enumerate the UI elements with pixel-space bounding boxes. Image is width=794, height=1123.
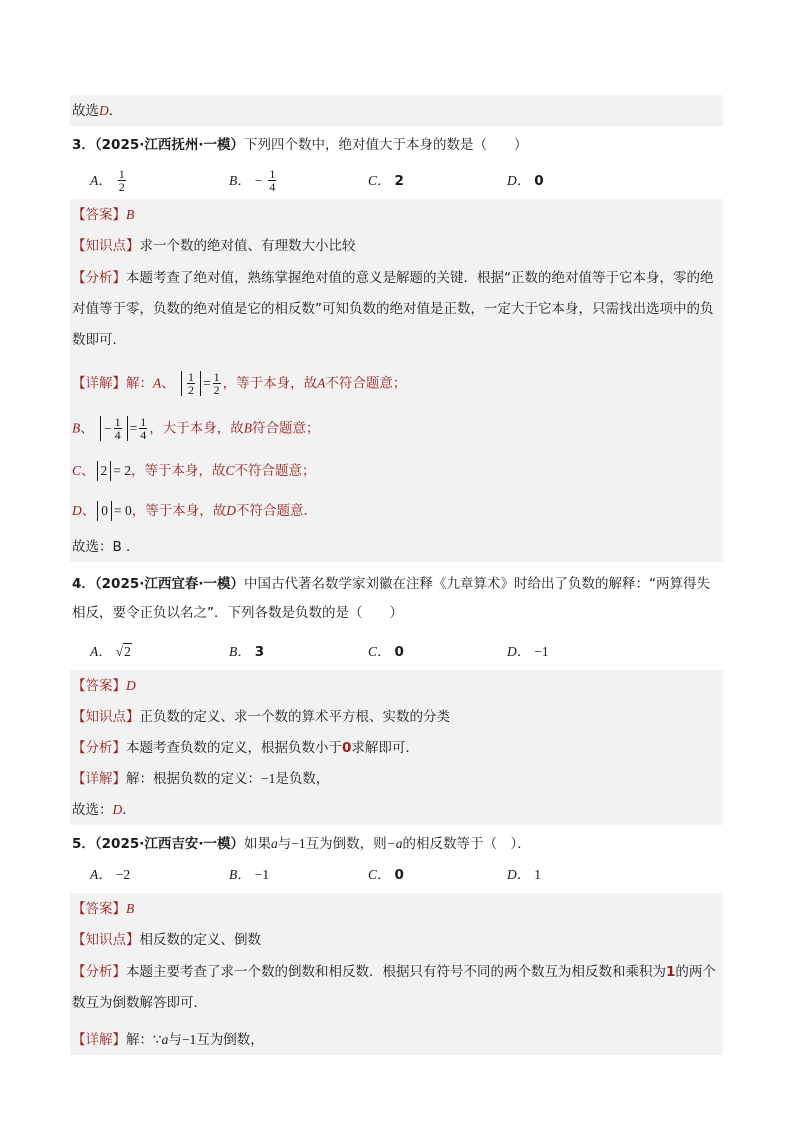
numerator: 1	[213, 370, 220, 384]
detail-row	[70, 1024, 723, 1055]
option-d	[507, 168, 646, 193]
option-ref: A	[153, 375, 162, 391]
option-value: −2	[115, 867, 131, 882]
numerator: 1	[140, 415, 147, 429]
prev-conclusion	[70, 95, 723, 126]
equation-result: = 0	[114, 503, 132, 518]
knowledge-tag: 【知识点】	[72, 709, 140, 725]
detail-text: ，大于本身，故	[149, 420, 244, 437]
detail-lead: 解：	[126, 375, 153, 392]
option-value: 3	[254, 644, 265, 660]
separator: 、	[161, 375, 175, 392]
denominator: 4	[140, 428, 147, 442]
question-4-solution	[70, 670, 723, 825]
separator: 、	[80, 420, 94, 437]
detail-end: 不符合题意．	[236, 503, 317, 519]
numerator: 1	[188, 370, 195, 384]
option-ref: D	[72, 503, 82, 518]
variable: −a	[386, 836, 403, 851]
option-ref: C	[225, 463, 235, 478]
numerator: 1	[118, 167, 125, 181]
knowledge-text: 求一个数的绝对值、有理数大小比较	[139, 238, 356, 254]
detail-tag: 【详解】	[72, 1032, 126, 1048]
answer-tag: 【答案】	[72, 207, 126, 223]
fraction	[114, 416, 122, 441]
fraction	[213, 371, 221, 396]
option-letter: C．	[368, 867, 391, 882]
denominator: 2	[118, 180, 125, 194]
conclusion-answer: D	[112, 802, 123, 817]
option-letter: A．	[90, 172, 112, 188]
numerator: 1	[114, 415, 121, 429]
value: −1	[291, 836, 306, 851]
option-letter: A．	[90, 867, 112, 882]
option-value: 0	[394, 644, 404, 660]
denominator: 4	[269, 180, 276, 194]
denominator: 4	[114, 428, 121, 442]
option-letter: B．	[229, 644, 251, 659]
absolute-value	[181, 371, 201, 396]
option-value: 0	[534, 172, 544, 189]
question-5-stem	[70, 825, 723, 861]
option-value: −1	[254, 867, 270, 882]
detail-value: −1	[261, 771, 276, 786]
detail-text-end: 是负数，	[275, 771, 330, 787]
conclusion-suffix: ．	[122, 802, 136, 818]
detail-tag: 【详解】	[72, 375, 126, 392]
detail-row-c	[70, 451, 723, 491]
option-d	[507, 640, 646, 664]
question-text-line1: 中国古代著名数学家刘徽在注释《九章算术》时给出了负数的解释：“两算得失	[244, 576, 710, 592]
radicand: 2	[124, 644, 131, 659]
answer-tag: 【答案】	[72, 678, 126, 694]
question-number: 4．	[72, 576, 95, 592]
knowledge-row	[70, 230, 723, 261]
option-d	[507, 863, 646, 887]
question-text: 与	[277, 836, 292, 852]
option-b	[229, 168, 368, 193]
question-source: （2025·江西宜春·一模）	[94, 576, 244, 592]
option-ref: D	[226, 503, 236, 518]
analysis-tag: 【分析】	[72, 964, 126, 980]
option-letter: B．	[229, 867, 251, 882]
option-value: 1	[534, 867, 541, 882]
option-letter: B．	[229, 172, 251, 188]
detail-end: 不符合题意；	[234, 463, 316, 479]
question-number: 5．	[72, 836, 95, 852]
answer-value: B	[126, 901, 135, 916]
answer-value: D	[126, 678, 136, 693]
question-source: （2025·江西抚州·一模）	[94, 137, 244, 153]
conclusion-row	[70, 531, 723, 562]
question-4-options	[70, 634, 723, 670]
detail-end: 符合题意；	[252, 420, 320, 437]
knowledge-text: 相反数的定义、倒数	[139, 932, 261, 948]
option-letter: A．	[90, 644, 112, 659]
analysis-text-end: 的两个数互为倒数解答即可．	[72, 964, 716, 1011]
question-3-options	[70, 162, 723, 199]
knowledge-row	[70, 924, 723, 955]
analysis-row	[70, 732, 723, 763]
detail-tag: 【详解】	[72, 771, 126, 787]
question-number: 3．	[72, 137, 95, 153]
analysis-text-end: 求解即可．	[351, 740, 419, 756]
analysis-tag: 【分析】	[72, 270, 126, 286]
analysis-row	[70, 955, 723, 1024]
detail-text: 解：根据负数的定义：	[126, 771, 261, 787]
option-c	[368, 168, 507, 193]
denominator: 2	[213, 383, 220, 397]
conclusion-prefix: 故选	[72, 103, 99, 119]
separator: 、	[81, 503, 96, 519]
answer-tag: 【答案】	[72, 901, 126, 917]
question-3-solution	[70, 199, 723, 562]
answer-row	[70, 670, 723, 701]
question-5-options	[70, 861, 723, 893]
option-b	[229, 640, 368, 664]
option-letter: D．	[507, 172, 531, 188]
analysis-text: 本题考查了绝对值，熟练掌握绝对值的意义是解题的关键．根据“正数的绝对值等于它本身，零的绝对值等于零，负数的绝对值是它的相反数”可知负数的绝对值是正数，一定大于它本身，只需找出选项中的负数即可．	[72, 270, 714, 348]
question-text-line2: 相反，要令正负以名之”．下列各数是负数的是（ ）	[72, 605, 403, 621]
detail-row	[70, 763, 723, 794]
analysis-value: 0	[342, 740, 352, 756]
analysis-value: 1	[666, 964, 676, 980]
conclusion-text: 故选：B ．	[72, 539, 140, 555]
numerator: 1	[269, 167, 276, 181]
absolute-value: 0	[97, 501, 112, 521]
option-letter: C．	[368, 172, 391, 188]
separator: 、	[81, 463, 95, 479]
detail-row-d	[70, 491, 723, 531]
equation-result: = 2	[113, 463, 132, 478]
absolute-value: 2	[97, 461, 112, 481]
question-4-stem	[70, 562, 723, 634]
option-value: 0	[394, 867, 404, 883]
question-5-solution	[70, 893, 723, 1055]
detail-text: ，等于本身，故	[131, 463, 226, 479]
option-ref: B	[243, 420, 253, 436]
question-text: 如果	[244, 836, 271, 852]
minus-sign: −	[254, 172, 263, 188]
conclusion-answer: D	[99, 103, 109, 118]
option-b	[229, 863, 368, 887]
conclusion-suffix: ．	[108, 103, 123, 119]
answer-row	[70, 893, 723, 924]
option-a	[90, 640, 229, 664]
detail-row-b: B、 − $\frac{1}{4}$ = $\frac{1}{4}$ ，大于本身，故B符合题意；	[72, 415, 320, 442]
conclusion-prefix: 故选：	[72, 802, 113, 818]
knowledge-tag: 【知识点】	[72, 238, 140, 254]
conclusion-row	[70, 794, 723, 825]
option-ref: A	[317, 375, 326, 391]
answer-value: B	[126, 207, 135, 222]
knowledge-row	[70, 701, 723, 732]
value: −1	[181, 1032, 197, 1047]
detail-text: 与	[168, 1032, 182, 1048]
detail-text: ，等于本身，故	[131, 503, 227, 519]
option-ref: C	[72, 463, 82, 478]
detail-row-a: 【详解】解：A、 $\frac{1}{2}$ = $\frac{1}{2}$ ，等于本身，故A不符合题意；	[72, 370, 407, 397]
answer-row	[70, 199, 723, 230]
fraction	[268, 168, 276, 193]
option-a	[90, 168, 229, 193]
question-source: （2025·江西吉安·一模）	[94, 836, 244, 852]
detail-text: ，等于本身，故	[222, 375, 318, 392]
detail-text: 解：∵	[126, 1032, 162, 1048]
option-a	[90, 863, 229, 887]
knowledge-text: 正负数的定义、求一个数的算术平方根、实数的分类	[139, 709, 450, 725]
detail-end: 不符合题意；	[325, 375, 407, 392]
fraction	[118, 168, 126, 193]
fraction	[139, 416, 147, 441]
question-text: 的相反数等于（ ）．	[402, 836, 531, 852]
analysis-text: 本题主要考查了求一个数的倒数和相反数．根据只有符号不同的两个数互为相反数和乘积为	[126, 964, 666, 980]
question-text: 下列四个数中，绝对值大于本身的数是（ ）	[244, 137, 528, 153]
detail-text-end: 互为倒数，	[196, 1032, 264, 1048]
option-letter: D．	[507, 867, 531, 882]
denominator: 2	[188, 383, 195, 397]
square-root: √2	[115, 644, 131, 659]
option-letter: C．	[368, 644, 391, 659]
analysis-text: 本题考查负数的定义，根据负数小于	[126, 740, 342, 756]
knowledge-tag: 【知识点】	[72, 932, 140, 948]
absolute-value	[100, 416, 128, 441]
analysis-row	[70, 261, 723, 361]
option-letter: D．	[507, 644, 531, 659]
question-text: 互为倒数，则	[305, 836, 387, 852]
fraction	[187, 371, 195, 396]
option-c	[368, 640, 507, 664]
variable: a	[271, 836, 278, 851]
document-page	[70, 95, 723, 1055]
question-3-stem	[70, 126, 723, 162]
analysis-tag: 【分析】	[72, 740, 126, 756]
option-value: −1	[534, 644, 549, 659]
variable: a	[161, 1032, 169, 1047]
minus-sign: −	[104, 420, 112, 436]
option-ref: B	[72, 420, 81, 436]
option-value: 2	[394, 172, 404, 189]
option-c	[368, 863, 507, 887]
